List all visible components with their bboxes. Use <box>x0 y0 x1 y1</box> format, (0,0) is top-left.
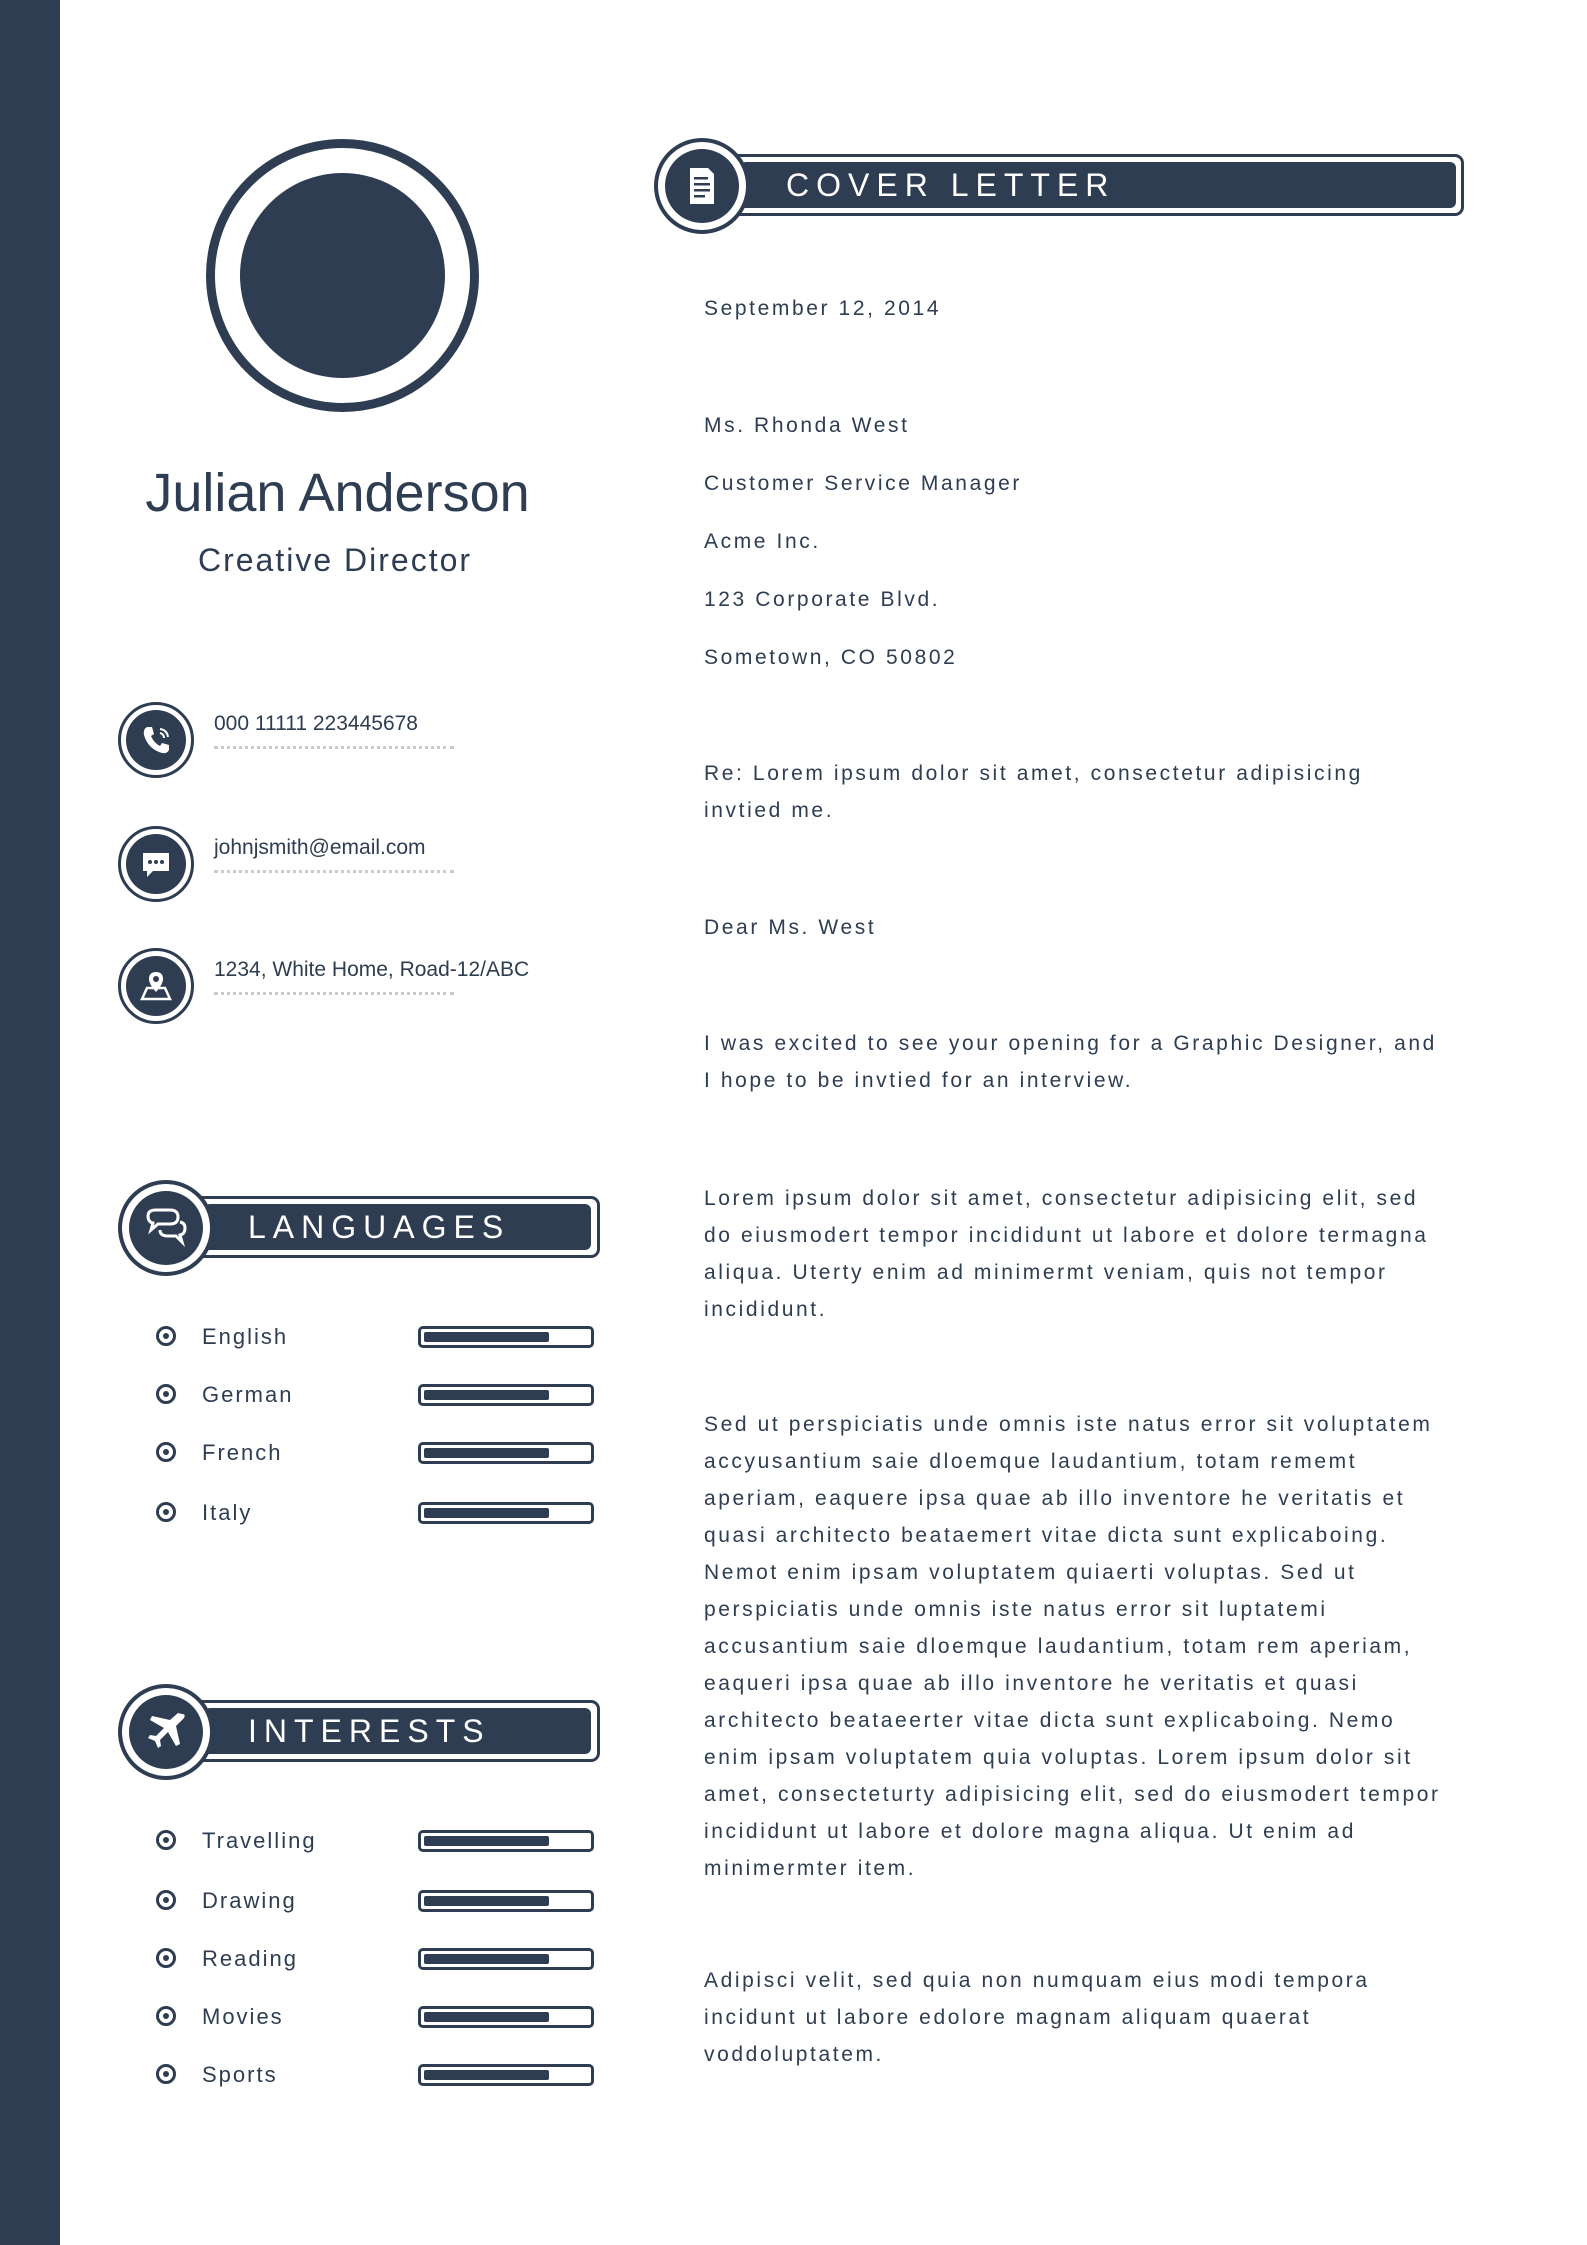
profile-photo <box>206 139 479 412</box>
paragraph-line: Nemot enim ipsam voluptatem quiaerti voluptas. Sed ut <box>704 1561 1357 1584</box>
contact-divider <box>214 992 454 999</box>
level-meter-fill <box>424 1448 549 1458</box>
language-row <box>156 1436 596 1470</box>
skill-label: Sports <box>202 2062 278 2087</box>
interest-row <box>156 1884 596 1918</box>
level-meter <box>418 1442 594 1464</box>
level-meter-fill <box>424 1954 549 1964</box>
phone-icon <box>118 702 194 778</box>
level-meter-fill <box>424 1896 549 1906</box>
interests-header <box>118 1684 600 1780</box>
level-meter-fill <box>424 2012 549 2022</box>
recipient-line: Ms. Rhonda West <box>704 414 910 437</box>
letter-salutation: Dear Ms. West <box>704 916 877 939</box>
contact-address <box>118 948 598 1028</box>
contact-email <box>118 826 598 906</box>
skill-label: Drawing <box>202 1888 297 1913</box>
paragraph-line: voddoluptatem. <box>704 2043 884 2066</box>
level-meter <box>418 2006 594 2028</box>
level-meter <box>418 1890 594 1912</box>
speech-bubbles-icon <box>142 1204 190 1252</box>
level-meter-fill <box>424 1332 549 1342</box>
level-meter-fill <box>424 1836 549 1846</box>
paragraph-line: Lorem ipsum dolor sit amet, consectetur adipisicing elit, sed <box>704 1187 1419 1210</box>
bullet-icon <box>156 2064 176 2084</box>
bullet-icon <box>156 1948 176 1968</box>
languages-header <box>118 1180 600 1276</box>
paragraph-line: Adipisci velit, sed quia non numquam eius modi tempora <box>704 1969 1370 1992</box>
bullet-icon <box>156 1890 176 1910</box>
paragraph-line: incididunt ut labore et dolore magna aliqua. Ut enim ad <box>704 1820 1356 1843</box>
paragraph-line: architecto beataeerter vitae dicta sunt explicaboing. Nemo <box>704 1709 1396 1732</box>
contact-email-text: johnjsmith@email.com <box>214 836 426 859</box>
paragraph-line: eaqueri ipsa quae ab illo inventore he veritatis et quasi <box>704 1672 1359 1695</box>
skill-label: French <box>202 1440 283 1465</box>
map-pin-icon <box>118 948 194 1024</box>
paragraph-line: minimermter item. <box>704 1857 917 1880</box>
interest-row <box>156 1824 596 1858</box>
interest-row <box>156 2000 596 2034</box>
level-meter <box>418 2064 594 2086</box>
skill-label: Travelling <box>202 1828 317 1853</box>
paragraph-line: I was excited to see your opening for a Graphic Designer, and <box>704 1032 1437 1055</box>
document-icon <box>678 162 726 210</box>
paragraph-line: amet, consecteturty adipisicing elit, sed do eiusmodert tempor <box>704 1783 1441 1806</box>
level-meter-fill <box>424 2070 549 2080</box>
skill-label: Reading <box>202 1946 298 1971</box>
paragraph-line: incididunt. <box>704 1298 828 1321</box>
subject-line: Re: Lorem ipsum dolor sit amet, consectetur adipisicing <box>704 762 1363 785</box>
letter-paragraph-4 <box>704 1962 1464 2073</box>
bullet-icon <box>156 2006 176 2026</box>
bullet-icon <box>156 1502 176 1522</box>
letter-date: September 12, 2014 <box>704 297 942 320</box>
chat-icon <box>118 826 194 902</box>
letter-paragraph-2 <box>704 1180 1464 1328</box>
left-accent-bar <box>0 0 60 2245</box>
skill-label: English <box>202 1324 289 1349</box>
bullet-icon <box>156 1830 176 1850</box>
bullet-icon <box>156 1442 176 1462</box>
letter-recipient <box>704 407 1464 676</box>
letter-paragraph-1 <box>704 1025 1464 1099</box>
profile-role: Creative Director <box>197 542 473 578</box>
contact-divider <box>214 870 454 877</box>
recipient-line: Sometown, CO 50802 <box>704 646 958 669</box>
language-row <box>156 1320 596 1354</box>
recipient-line: 123 Corporate Blvd. <box>704 588 941 611</box>
level-meter <box>418 1830 594 1852</box>
paragraph-line: accyusantium saie dloemque laudantium, totam rememt <box>704 1450 1358 1473</box>
paragraph-line: accusantium saie dloemque laudantium, totam rem aperiam, <box>704 1635 1413 1658</box>
letter-paragraph-3 <box>704 1406 1464 1887</box>
profile-photo-fill <box>240 173 445 378</box>
languages-title: LANGUAGES <box>248 1209 511 1245</box>
language-row <box>156 1496 596 1530</box>
paragraph-line: enim ipsam voluptatem quia voluptas. Lorem ipsum dolor sit <box>704 1746 1413 1769</box>
interest-row <box>156 1942 596 1976</box>
subject-line: invtied me. <box>704 799 835 822</box>
paragraph-line: aliqua. Uterty enim ad minimermt veniam, quis not tempor <box>704 1261 1388 1284</box>
paragraph-line: perspiciatis unde omnis iste natus error sit luptatemi <box>704 1598 1328 1621</box>
bullet-icon <box>156 1384 176 1404</box>
paragraph-line: Sed ut perspiciatis unde omnis iste natus error sit voluptatem <box>704 1413 1433 1436</box>
contact-phone <box>118 702 598 782</box>
level-meter-fill <box>424 1508 549 1518</box>
profile-name: Julian Anderson <box>145 463 530 523</box>
contact-divider <box>214 746 454 753</box>
paragraph-line: aperiam, eaquere ipsa quae ab illo inventore he veritatis et <box>704 1487 1406 1510</box>
level-meter-fill <box>424 1390 549 1400</box>
paragraph-line: I hope to be invtied for an interview. <box>704 1069 1134 1092</box>
skill-label: German <box>202 1382 294 1407</box>
skill-label: Movies <box>202 2004 284 2029</box>
level-meter <box>418 1384 594 1406</box>
cover-letter-title: COVER LETTER <box>786 167 1116 203</box>
level-meter <box>418 1326 594 1348</box>
recipient-line: Customer Service Manager <box>704 472 1022 495</box>
interest-row <box>156 2058 596 2092</box>
language-row <box>156 1378 596 1412</box>
airplane-icon <box>142 1708 190 1756</box>
letter-subject <box>704 755 1464 829</box>
level-meter <box>418 1948 594 1970</box>
bullet-icon <box>156 1326 176 1346</box>
skill-label: Italy <box>202 1500 253 1525</box>
paragraph-line: incidunt ut labore edolore magnam aliquam quaerat <box>704 2006 1312 2029</box>
recipient-line: Acme Inc. <box>704 530 821 553</box>
cover-letter-header <box>654 138 1464 234</box>
contact-address-text: 1234, White Home, Road-12/ABC <box>214 958 530 981</box>
paragraph-line: do eiusmodert tempor incididunt ut labore et dolore termagna <box>704 1224 1429 1247</box>
paragraph-line: quasi architecto beataemert vitae dicta sunt explicaboing. <box>704 1524 1389 1547</box>
interests-title: INTERESTS <box>248 1713 491 1749</box>
contact-phone-text: 000 11111 223445678 <box>214 712 418 735</box>
level-meter <box>418 1502 594 1524</box>
